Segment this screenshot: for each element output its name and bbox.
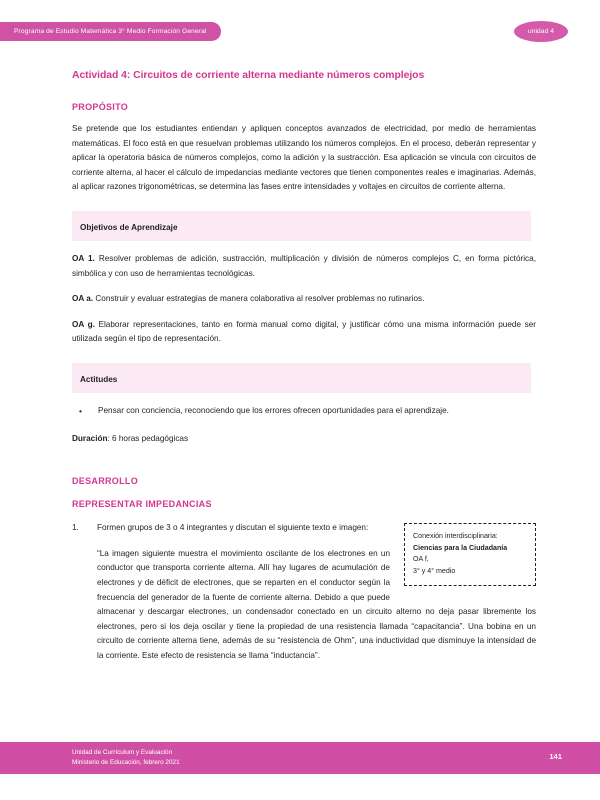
quoted-passage: “La imagen siguiente muestra el movimiento oscilante de los electrones en un conductor que transporta corriente alterna. Allí hay lugares de acumulación de electrones y de déficit de electrones, que se reparten en el conductor según la frecuencia del generador de la fuente de corriente alterna. Debido a que puede almacenar y descargar electrones, un condensador conectado en un circuito alterno no deja pasar libremente los electrones, pero si los deja oscilar y tiene la propiedad de una resistencia llamada “capacitancia”. Una bobina en un circuito de corriente alterna tiene, además de su “resistencia de Ohm”, una inductividad que disminuye la intensidad de la corriente. Este efecto de resistencia se llama “inductancia”.: [97, 548, 536, 660]
page-number: 141: [549, 752, 562, 761]
proposito-paragraph: Se pretende que los estudiantes entiendan y apliquen conceptos avanzados de electricidad, por medio de herramientas matemáticas. El foco está en que resuelvan problemas utilizando los números complejos. En el proceso, deberán representar y aplicar la operatoria básica de números complejos, como la adición y la sustracción. Esa aplicación se vincula con circuitos de corriente alterna, al hacer el cálculo de impedancias mediante vectores que tienen componentes reales e imaginarias. Además, al aplicar razones trigonométricas, se determina las fases entre intensidades y voltajes en circuitos de corriente alterna.: [72, 124, 536, 192]
numbered-list-item: [72, 521, 390, 536]
header-banner: [0, 22, 221, 41]
section-heading-representar-impedancias: REPRESENTAR IMPEDANCIAS: [72, 499, 212, 510]
duracion-line: [72, 432, 536, 447]
activity-block: [72, 521, 536, 663]
oa-item: [72, 318, 536, 347]
page-footer: [0, 742, 600, 774]
footer-line-2: Ministerio de Educación, febrero 2021: [72, 758, 180, 766]
band-actitudes: [72, 363, 531, 393]
content-column: [72, 70, 536, 663]
footer-organization: [72, 748, 180, 767]
bullet-icon: •: [79, 405, 82, 416]
footer-line-1: Unidad de Currículum y Evaluación: [72, 749, 173, 756]
unit-badge-label: unidad 4: [527, 28, 555, 35]
actitud-text: Pensar con conciencia, reconociendo que los errores ofrecen oportunidades para el aprendizaje.: [98, 405, 449, 415]
callout-line-subject: Ciencias para la Ciudadanía: [413, 543, 508, 552]
oa-text: Resolver problemas de adición, sustracción, multiplicación y división de números complejos C, en forma pictórica, simbólica y con uso de herramientas tecnológicas.: [72, 253, 536, 278]
callout-line-heading: Conexión interdisciplinaria:: [413, 532, 498, 541]
oa-item: [72, 252, 536, 281]
callout-conexion-interdisciplinaria: [404, 523, 536, 586]
band-objetivos-label: Objetivos de Aprendizaje: [80, 222, 178, 232]
band-actitudes-label: Actitudes: [80, 374, 118, 384]
oa-item: [72, 292, 536, 307]
oa-text: Elaborar representaciones, tanto en forma manual como digital, y justificar cómo una misma información puede ser utilizada según el tipo de representación.: [72, 319, 536, 344]
page-title: Actividad 4: Circuitos de corriente alterna mediante números complejos: [72, 70, 425, 81]
header-banner-text: Programa de Estudio Matemática 3° Medio Formación General: [14, 28, 207, 35]
callout-line-oa: OA f,: [413, 555, 429, 564]
page-body: [0, 58, 600, 663]
page-header: [0, 0, 600, 58]
duracion-value: : 6 horas pedagógicas: [107, 433, 189, 443]
callout-line-level: 3° y 4° medio: [413, 566, 456, 575]
oa-code: OA 1.: [72, 253, 95, 263]
unit-badge: [514, 21, 568, 42]
band-objetivos-aprendizaje: [72, 211, 531, 241]
list-item: [72, 404, 536, 419]
section-heading-desarrollo: DESARROLLO: [72, 476, 138, 487]
list-number: 1.: [72, 523, 79, 533]
oa-code: OA g.: [72, 319, 95, 329]
section-heading-proposito: PROPÓSITO: [72, 102, 129, 112]
duracion-label: Duración: [72, 433, 108, 443]
oa-text: Construir y evaluar estrategias de manera colaborativa al resolver problemas no rutinarios.: [93, 294, 425, 304]
list-item-text: Formen grupos de 3 o 4 integrantes y discutan el siguiente texto e imagen:: [97, 523, 369, 533]
oa-code: OA a.: [72, 294, 94, 304]
